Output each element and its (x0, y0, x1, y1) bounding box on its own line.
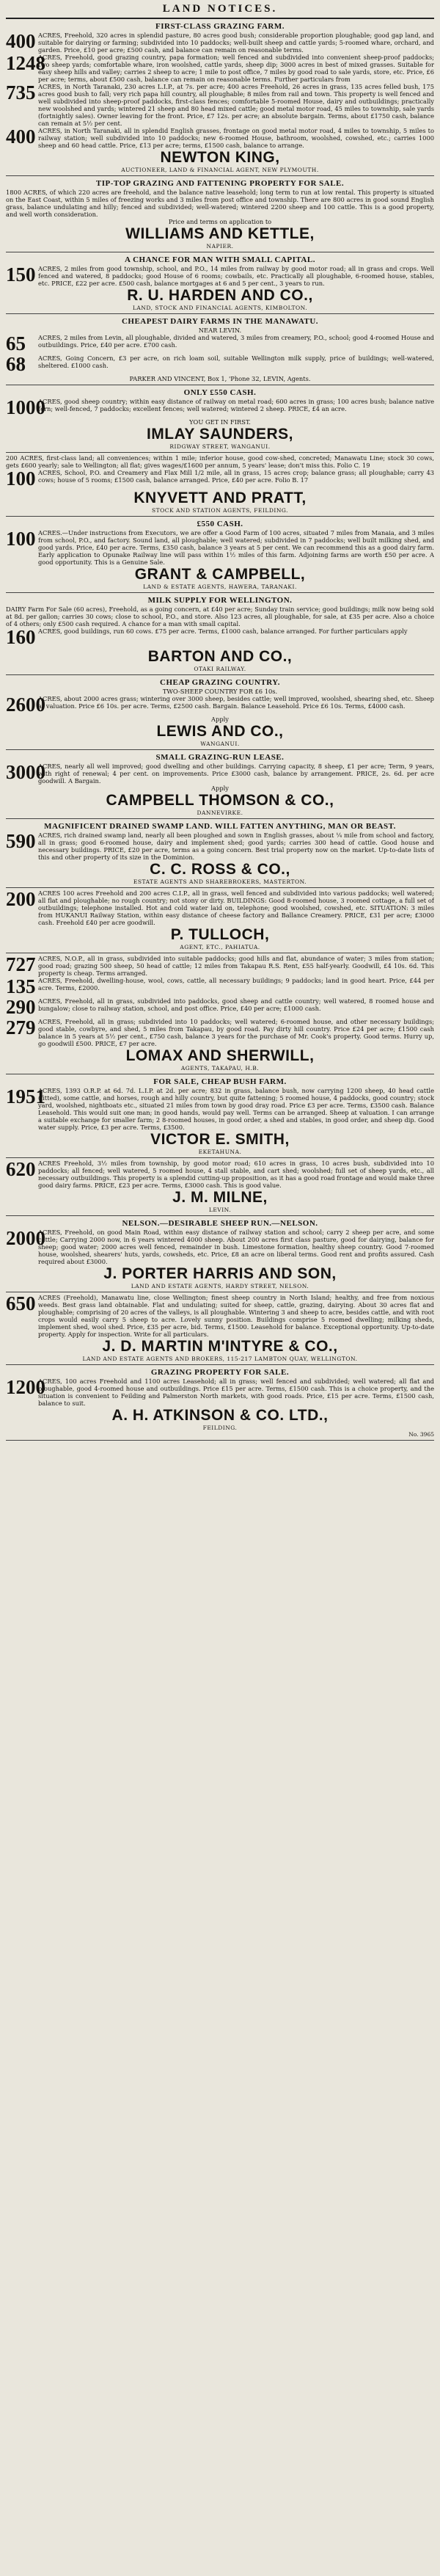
listing-text: ACRES, good buildings, run 60 cows. £75 per acre. Terms, £1000 cash, balance arranged. For further particulars apply (38, 627, 408, 635)
listing-text: ACRES, nearly all well improved; good dwelling and other buildings. Carrying capacity, 8 sheep, £1 per acre; Term, 9 years, with right of renewal; 4 per cent. on improvements. Price £3000 cash, balance by arrangement. PRICE, 2s. 6d. per acre goodwill. A Bargain. (38, 763, 434, 785)
advertisement (6, 819, 434, 888)
listing-text: ACRES, Freehold, dwelling-house, wool, cows, cattle, all necessary buildings; 9 paddocks; land in good heart. Price, £44 per acre. Terms, £2000. (38, 977, 434, 992)
agent-name: R. U. HARDEN AND CO., (127, 287, 313, 304)
listing-text: ACRES, in North Taranaki, all in splendid English grasses, frontage on good metal motor road, 4 miles to township, 5 miles to railway station; well subdivided into 10 paddocks; new 6-roomed House, bathroom, woolshed, cowshed, etc.; carries 1000 sheep and 60 head cattle. Price, £13 per acre; terms, £1500 cash, balance to arrange. (38, 127, 434, 149)
listing-paragraph (6, 1229, 434, 1265)
listing-paragraph (6, 763, 434, 785)
acreage-number: 1000 (6, 396, 45, 418)
acreage-number: 3000 (6, 761, 45, 783)
acreage-number: 150 (6, 263, 36, 285)
agent-name: KNYVETT AND PRATT, (133, 490, 307, 506)
listing-text: ACRES.—Under instructions from Executors, we are offer a Good Farm of 100 acres, situated 7 miles from Manaia, and 3 miles from school, P.O., and factory. Sound land, all ploughable; well watered; subdivided in 7 paddocks; well built milking shed, and good yards. Price, £40 per acre. Terms, £350 cash, balance 3 years at 5 per cent. We can recommend this as a good dairy farm. Early application to Opunake Railway line will pass within 1½ miles of this farm. Adjoining farms are worth £50 per acre. A good opportunity. This is a Genuine Sale. (38, 529, 434, 566)
listing-paragraph (6, 955, 434, 977)
agent-address: OTAKI RAILWAY. (194, 666, 246, 672)
listing-text: ACRES, Freehold, on good Main Road, within easy distance of railway station and school; carry 2 sheep per acre, and some cattle; Carrying 2000 now, in 6 years wintered 4000 sheep. About 200 acres first class pasture, good for dairying, balance for sheep; good water; 2000 acres well fenced, remainder in bush. Limestone formation, healthy sheep country. Good 7-roomed house, woolshed, shearers' huts, yards, cowsheds, etc. Price, £8 an acre on liberal terms. Good rent and profits assured. Cash required about £3000. (38, 1229, 434, 1265)
acreage-number: 1248 (6, 52, 45, 74)
agent-line: PARKER AND VINCENT, Box 1, 'Phone 32, LEVIN, Agents. (129, 375, 311, 382)
listing-paragraph (6, 127, 434, 149)
listing-text: ACRES 100 acres Freehold and 200 acres C.I.P., all in grass, well fenced and subdivided into various paddocks; well watered; all flat and ploughable; no rough country; not stony or dirty. BUILDINGS: Good 8-roomed house, 3 roomed cottage, a full set of outbuildings; telephone installed. Hot and cold water laid on, telephone; good woolshed, cowshed, etc. SITUATION: 3 miles from HUKANUI Railway Station, within easy distance of cheese factory and Ballance Creamery. PRICE, £31 per acre; £3000 cash. Freehold £40 per acre goodwill. (38, 889, 434, 926)
listing-paragraph (6, 83, 434, 127)
listing-text: ACRES, 1393 O.R.P. at 6d. 7d. L.I.P. at 2d. per acre; 832 in grass, balance bush, now carrying 1200 sheep, 40 head cattle (fitted), some cattle, and horses, rough and hilly country, but quite fattening; 5 roomed house, 4 paddocks, good country; stock yard, woolshed, nightboats etc., situated 21 miles from town by good dray road. Price £3 per acre. Terms, £3500 cash. Balance Leasehold. This would suit one man; in good hands, would pay well. Terms can be arranged. Sheep at valuation. I can arrange a suitable exchange for smaller farm; 2 8-roomed houses, in good order, a shed and stables, in good order, and sheep dip. Good water supply. Price, £3 per acre. Terms, £3500. (38, 1087, 434, 1131)
listing-text: ACRES, in North Taranaki, 230 acres L.I.P., at 7s. per acre; 400 acres Freehold, 26 acres in grass, 135 acres felled bush, 175 acres good bush to fall; very rich papa hill country, all ploughable; 8 miles from rail and town. This property is well fenced and well subdivided into sheep-proof paddocks, first-class fences; comfortable 5-roomed House, dairy and outbuildings; practically new woolshed and yards; wintered 21 sheep and 80 head mixed cattle; good metal motor road, 45 miles to township, sale yards (fortnightly sales). Owner leaving for the front. Price, £7 12s. per acre; an absolute bargain. Terms, about £1750 cash, balance can remain at 5½ per cent. (38, 83, 434, 127)
agent-name: VICTOR E. SMITH, (150, 1131, 290, 1148)
ad-heading: FIRST-CLASS GRAZING FARM. (155, 22, 285, 31)
agent-address: LAND, STOCK AND FINANCIAL AGENTS, KIMBOLTON. (132, 305, 308, 311)
listing-paragraph (6, 398, 434, 418)
ad-subheading: NEAR LEVIN. (198, 327, 242, 334)
advertisement (6, 176, 434, 252)
agent-name: CAMPBELL THOMSON & CO., (106, 792, 334, 809)
agent-name: J. D. MARTIN M'INTYRE & CO., (102, 1338, 338, 1355)
listing-paragraph (6, 1378, 434, 1407)
ad-subheading: TWO-SHEEP COUNTRY FOR £6 10s. (162, 688, 278, 695)
advertisement (6, 314, 434, 385)
acreage-number: 135 (6, 975, 36, 997)
agent-address: AUCTIONEER, LAND & FINANCIAL AGENT, NEW PLYMOUTH. (121, 167, 319, 173)
listing-paragraph (6, 469, 434, 490)
listing-text: ACRES (Freehold), Manawatu line, close Wellington; finest sheep country in North Island; healthy, and free from noxious weeds. Best grass land obtainable. Flat and undulating; suited for sheep, cattle, grazing, dairying. About 30 acres flat and ploughable; comprising of 20 acres of the valleys, is all ploughable. Wintering 3 and sheep to acre, besides cattle, and with root crops would easily carry 5 sheep to acre. Lovely sunny position. Buildings comprise 5 roomed dwelling; milking sheds, implement shed, wool shed. Price, £35 per acre, bid. Terms, £1500. Leasehold for balance. Exceptional opportunity. Up-to-date property. Apply for inspection. Write for all particulars. (38, 1294, 434, 1338)
agent-name: LEWIS AND CO., (156, 723, 284, 740)
ads-column (6, 19, 434, 1441)
listing-paragraph (6, 1160, 434, 1189)
listing-paragraph (6, 334, 434, 354)
ad-heading: SMALL GRAZING-RUN LEASE. (155, 753, 285, 762)
listing-paragraph (6, 1087, 434, 1131)
land-notices-page (6, 0, 434, 2576)
listing-paragraph (6, 832, 434, 861)
ad-heading: CHEAP GRAZING COUNTRY. (160, 678, 280, 687)
listing-paragraph (6, 605, 434, 627)
listing-paragraph (6, 695, 434, 716)
listing-text: ACRES, Freehold, 320 acres in splendid pasture, 80 acres good bush; considerable proportion ploughable; good gap land, and suitable for dairying or farming; subdivided into 10 paddocks; well-built sheep and cattle yards; 5-roomed whare, orchard, and garden. Price, £10 per acre; £500 cash, and balance can remain on reasonable terms. (38, 32, 434, 54)
listing-text: DAIRY Farm For Sale (60 acres), Freehold, as a going concern, at £40 per acre; Sunday train service; good buildings; milk now being sold at 8d. per gallon; carries 30 cows; close to school, P.O., and store. Also 123 acres, all ploughable, for sale, at £35 per acre. Also a choice of 4 others; only £500 cash required. A chance for a man with small capital. (6, 605, 434, 627)
agent-address: WANGANUI. (200, 741, 240, 747)
acreage-number: 620 (6, 1158, 36, 1180)
ad-heading: £550 CASH. (197, 520, 243, 528)
acreage-number: 400 (6, 30, 36, 52)
acreage-number: 68 (6, 353, 26, 375)
listing-paragraph (6, 265, 434, 287)
listing-paragraph (6, 189, 434, 218)
agent-name: J. PORTER HARRIS AND SON, (103, 1265, 337, 1282)
listing-text: ACRES, good sheep country; within easy distance of railway on metal road; 600 acres in grass; 100 acres bush; balance native fern; well-fenced, 7 paddocks; excellent fences; well watered; wintered 2 sheep. PRICE, £4 an acre. (38, 398, 434, 412)
ad-tagline: YOU GET IN FIRST. (189, 418, 251, 426)
listing-text: ACRES, 2 miles from good township, school, and P.O., 14 miles from railway by good motor road; all in grass and crops. Well fenced and watered, 8 paddocks; good House of 6 rooms; cowbails, etc. Practically all ploughable, 6-roomed house, stables, etc. PRICE, £22 per acre. £500 cash, balance mortgages at 6 and 5 per cent., 3 years to run. (38, 265, 434, 287)
advertisement (6, 750, 434, 819)
ad-heading: MAGNIFICENT DRAINED SWAMP LAND. WILL FATTEN ANYTHING, MAN OR BEAST. (44, 822, 396, 831)
advertisement (6, 453, 434, 517)
agent-address: AGENTS, TAKAPAU, H.B. (180, 1065, 260, 1071)
listing-text: ACRES, Freehold, good grazing country, papa formation; well fenced and subdivided into convenient sheep-proof paddocks; two sheep yards; comfortable whare, iron woolshed, cattle yards, sheep dip; 3000 acres in best of mixed grasses. Suitable for easy sheep hills and valley; carries 2 sheep to acre; 1 mile to post office, 7 miles by good road to sale yards, store, etc. Price, £6 per acre; terms, about £500 cash, balance can remain on reasonable terms. Further particulars from (38, 54, 434, 83)
advertisement (6, 1292, 434, 1365)
listing-paragraph (6, 1294, 434, 1338)
listing-text: 1800 ACRES, of which 220 acres are freehold, and the balance native leasehold; long term to run at low rental. This property is situated on the East Coast, within 5 miles of freezing works and 3 miles from post office and township. There are 800 acres in good sound English grass, balance undulating and hilly; fenced and subdivided; well-watered; wintered 2200 sheep and 100 cattle. This is a good property, and well worth consideration. (6, 189, 434, 218)
agent-address: LAND AND ESTATE AGENTS, HARDY STREET, NELSON. (131, 1283, 309, 1289)
agent-name: BARTON AND CO., (147, 648, 293, 665)
listing-text: ACRES, rich drained swamp land, nearly all been ploughed and sown in English grasses, about ¼ mile from school and factory, all in grass; good 6-roomed house, dairy and implement shed; good yards; carries 300 head of cattle. Good house and necessary buildings. PRICE, £20 per acre, terms as a going concern. Best trial property now on the market. Up-to-date lists of this and other property of its size in the Dominion. (38, 832, 434, 861)
listing-paragraph (6, 354, 434, 375)
agent-address: DANNEVIRKE. (197, 809, 243, 816)
agent-address: EKETAHUNA. (198, 1149, 242, 1155)
listing-paragraph (6, 977, 434, 997)
ad-heading: CHEAPEST DAIRY FARMS IN THE MANAWATU. (121, 317, 319, 326)
advertisement (6, 1074, 434, 1158)
listing-text: ACRES, Freehold, all in grass; subdivided into 10 paddocks; well watered; 6-roomed house, and other necessary buildings; good stable, cowbyre, and shed, 5 miles from Takapau, by good road. Pay dirty hill country. Price £24 per acre; £1500 cash balance in 5 years at 5½ per cent., £750 cash, balance 3 years for the purchase of Mr. Cook's property. Good terms. Hurry up, go goodwill £500. PRICE, £7 per acre. (38, 1018, 434, 1047)
acreage-number: 2000 (6, 1227, 45, 1249)
advertisement (6, 385, 434, 453)
agent-name: J. M. MILNE, (172, 1189, 268, 1206)
advertisement (6, 953, 434, 1074)
advertisement (6, 1158, 434, 1216)
advertisement (6, 675, 434, 750)
agent-name: C. C. ROSS & CO., (150, 861, 290, 878)
advertisement (6, 252, 434, 314)
listing-text: 200 ACRES, first-class land; all conveniences; within 1 mile; inferior house, good cow-shed, concreted; Manawatu Line; stock 30 cows, gets £600 yearly; sale to Wellington; all flat; gives wages/£1600 per annum, 5 years' lease; don't miss this. Folio C. 19 (6, 454, 434, 469)
acreage-number: 100 (6, 528, 36, 550)
ad-heading: A CHANCE FOR MAN WITH SMALL CAPITAL. (125, 255, 315, 264)
agent-address: LAND & ESTATE AGENTS, HAWERA, TARANAKI. (143, 583, 297, 590)
agent-name: GRANT & CAMPBELL, (134, 566, 306, 583)
listing-text: ACRES, Freehold, all in grass, subdivided into paddocks, good sheep and cattle country; well watered, 8 roomed house and bungalow; close to railway station, school, and post office. Price, £40 per acre; £1000 cash. (38, 997, 434, 1012)
acreage-number: 1951 (6, 1085, 45, 1107)
agent-address: ESTATE AGENTS AND SHAREBROKERS, MASTERTON. (133, 878, 307, 885)
listing-text: ACRES, 100 acres Freehold and 1100 acres Leasehold; all in grass; well fenced and subdivided; well watered; all flat and ploughable, good 4-roomed house and outbuildings. Price £15 per acre. Terms, £1500 cash. This is a choice property, and the situation is convenient to Feilding and Palmerston North markets, with good roads. Price, £15 per acre. Terms, £1500 cash, balance to suit. (38, 1378, 434, 1407)
acreage-number: 400 (6, 125, 36, 148)
agent-name: LOMAX AND SHERWILL, (125, 1047, 315, 1064)
apply-line: Apply (211, 716, 229, 723)
agent-address: RIDGWAY STREET, WANGANUI. (169, 443, 271, 450)
agent-address: LEVIN. (208, 1207, 232, 1213)
listing-text: ACRES, Going Concern, £3 per acre, on rich loam soil, suitable Wellington milk supply, price of buildings; well-watered, sheltered. £1000 cash. (38, 354, 434, 369)
acreage-number: 279 (6, 1016, 36, 1038)
advertisement (6, 19, 434, 176)
acreage-number: 2600 (6, 694, 45, 716)
ad-heading: GRAZING PROPERTY FOR SALE. (150, 1368, 290, 1377)
agent-name: A. H. ATKINSON & CO. LTD., (111, 1407, 329, 1424)
advertisement (6, 517, 434, 593)
ad-heading: FOR SALE, CHEAP BUSH FARM. (153, 1077, 287, 1086)
advertisement (6, 1216, 434, 1292)
listing-text: ACRES, about 2000 acres grass; wintering over 3000 sheep, besides cattle; well improved, woolshed, shearing shed, etc. Sheep at valuation. Price £6 10s. per acre. Terms, £2500 cash. Bargain. Balance Leasehold. Price £6 10s. Terms, £4000 cash. (38, 695, 434, 710)
ad-heading: ONLY £550 CASH. (183, 388, 257, 397)
acreage-number: 650 (6, 1292, 36, 1314)
agent-address: NAPIER. (206, 243, 234, 250)
listing-paragraph (6, 889, 434, 926)
price-line: Price and terms on application to (168, 218, 272, 225)
acreage-number: 100 (6, 467, 36, 490)
listing-paragraph (6, 997, 434, 1018)
apply-line: Apply (211, 785, 229, 792)
listing-text: ACRES Freehold, 3½ miles from township, by good motor road; 610 acres in grass, 10 acres bush, subdivided into 10 paddocks; all fenced; well watered, 5 roomed house, 4 stall stable, and cart shed; woolshed; full set of sheep yards, etc., all necessary outbuildings. This property is a splendid cutting-up proposition, as it has a good road frontage and would make three good dairy farms. PRICE, £23 per acre. Terms, £3000 cash. This is good value. (38, 1160, 434, 1189)
section-title: LAND NOTICES. (6, 0, 434, 19)
listing-paragraph (6, 32, 434, 54)
ad-heading: TIP-TOP GRAZING AND FATTENING PROPERTY FOR SALE. (95, 179, 345, 188)
listing-text: ACRES, 2 miles from Levin, all ploughable, divided and watered, 3 miles from creamery, P.O., school; good 4-roomed House and outbuildings. Price, £40 per acre. £700 cash. (38, 334, 434, 349)
agent-name: IMLAY SAUNDERS, (146, 426, 294, 443)
listing-paragraph (6, 529, 434, 566)
ad-heading: MILK SUPPLY FOR WELLINGTON. (147, 596, 293, 605)
agent-name: WILLIAMS AND KETTLE, (125, 225, 315, 242)
listing-text: ACRES, School, P.O. and Creamery and Flax Mill 1/2 mile, all in grass, 15 acres crop; balance grass; all ploughable; carry 43 cows; house of 5 rooms; £1500 cash, balance arranged. Price, £40 per acre. Folio B. 17 (38, 469, 434, 484)
acreage-number: 727 (6, 953, 36, 975)
listing-paragraph (6, 1018, 434, 1047)
ad-reference-number: No. 3965 (408, 1431, 434, 1438)
acreage-number: 735 (6, 81, 36, 103)
agent-address: AGENT, ETC., PAHIATUA. (180, 944, 260, 950)
listing-text: ACRES, N.O.P., all in grass, subdivided into suitable paddocks; good hills and flat, abundance of water; 3 miles from station; good road; grazing 500 sheep, 50 head of cattle; 12 miles from Takapau R.S. Rent, £55 half-yearly. Goodwill, £4 10s. 6d. This property is cheap. Terms arranged. (38, 955, 434, 977)
ad-heading: NELSON.—DESIRABLE SHEEP RUN.—NELSON. (122, 1219, 318, 1228)
advertisement (6, 1365, 434, 1441)
listing-paragraph (6, 54, 434, 83)
listing-paragraph (6, 454, 434, 469)
agent-name: NEWTON KING, (160, 149, 280, 166)
listing-paragraph (6, 627, 434, 648)
acreage-number: 200 (6, 888, 36, 910)
agent-address: FEILDING. (202, 1425, 238, 1431)
agent-name: P. TULLOCH, (170, 926, 270, 943)
acreage-number: 290 (6, 996, 36, 1018)
advertisement (6, 888, 434, 953)
agent-address: LAND AND ESTATE AGENTS AND BROKERS, 115-217 LAMBTON QUAY, WELLINGTON. (82, 1356, 358, 1362)
acreage-number: 160 (6, 626, 36, 648)
acreage-number: 1200 (6, 1376, 45, 1398)
advertisement (6, 593, 434, 675)
agent-address: STOCK AND STATION AGENTS, FEILDING. (151, 507, 289, 514)
acreage-number: 65 (6, 332, 26, 354)
acreage-number: 590 (6, 830, 36, 852)
